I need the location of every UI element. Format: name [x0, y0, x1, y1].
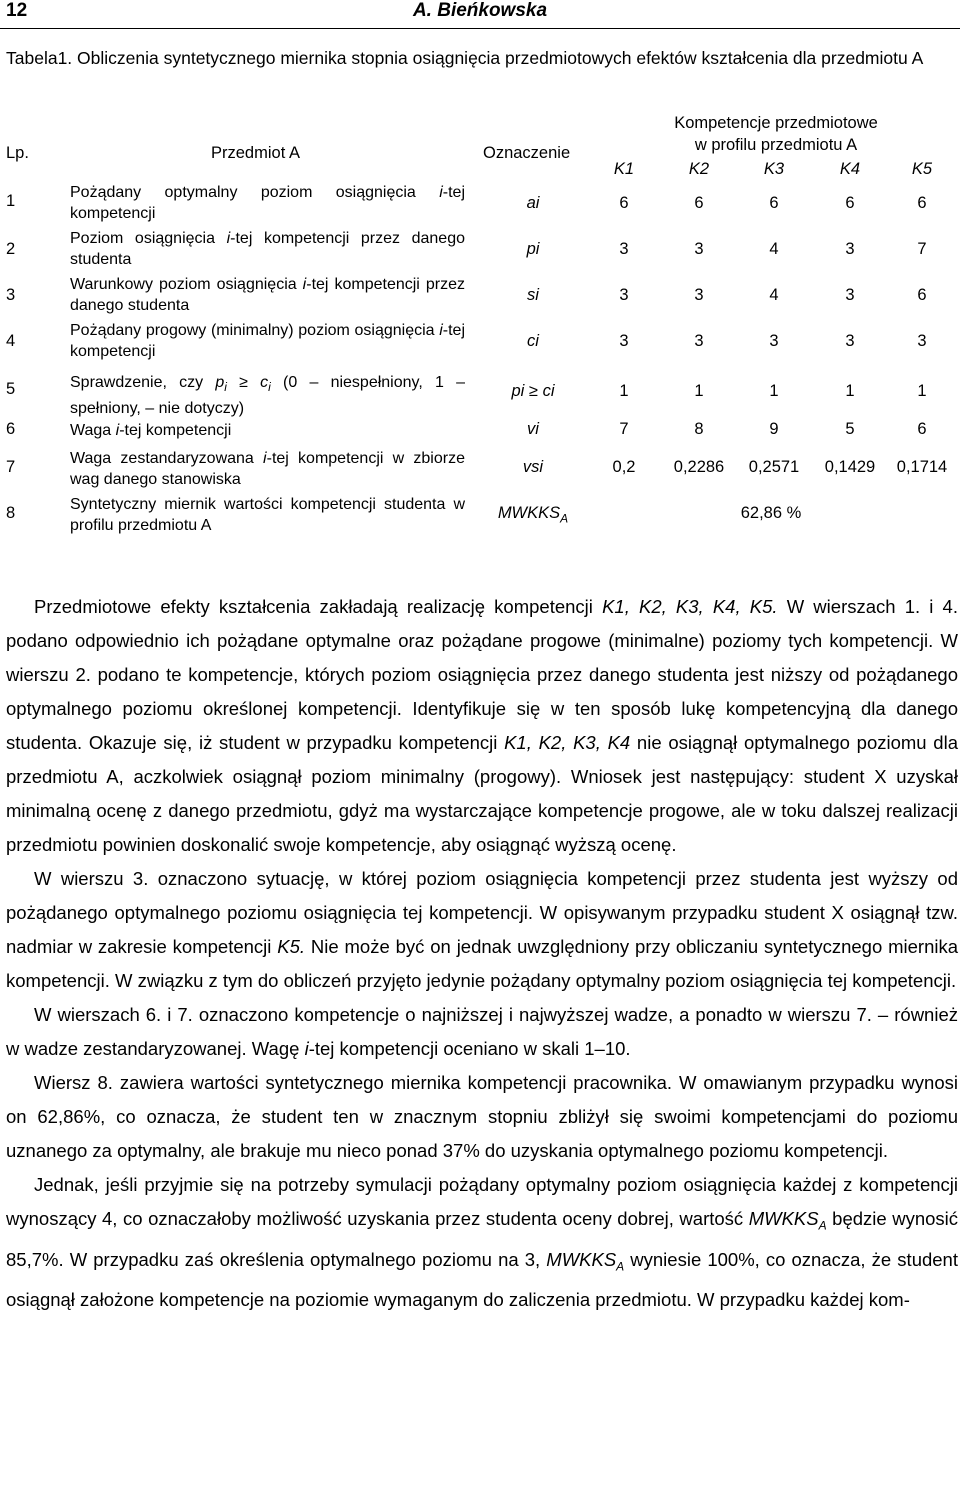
- row-1-lp: 1: [6, 192, 16, 210]
- paragraph-3: W wierszach 6. i 7. oznaczono kompetencje o najniższej i najwyższej wadze, a ponadto w wierszu 7. – również w wadze zestandaryzowanej. Wagę i-tej kompetencji oceniano w skali 1–10.: [6, 1004, 958, 1059]
- row-1-k4: 6: [845, 194, 855, 212]
- row-5-k4: 1: [845, 382, 855, 400]
- running-author: A. Bieńkowska: [412, 0, 548, 21]
- row-3-k5: 6: [917, 286, 927, 304]
- col-header-lp: Lp.: [6, 144, 29, 162]
- row-2-k3: 4: [769, 240, 779, 258]
- row-3-label: Warunkowy poziom osiągnięcia i-tej kompetencji przez danego studenta: [70, 276, 465, 314]
- row-2-lp: 2: [6, 240, 16, 258]
- row-4-k3: 3: [769, 332, 779, 350]
- row-4-k5: 3: [917, 332, 927, 350]
- row-4-k4: 3: [845, 332, 855, 350]
- row-6-k1: 7: [619, 420, 629, 438]
- row-6-k5: 6: [917, 420, 927, 438]
- row-6-symbol: vi: [527, 420, 539, 438]
- page-header: [0, 0, 960, 26]
- row-2-k5: 7: [917, 240, 927, 258]
- row-4-k1: 3: [619, 332, 629, 350]
- row-4-symbol: ci: [527, 332, 539, 350]
- row-5-lp: 5: [6, 380, 16, 398]
- competency-header-k4: K4: [839, 160, 861, 178]
- paragraph-2: W wierszu 3. oznaczono sytuację, w której poziom osiągnięcia kompetencji przez studenta jest wyższy od pożądanego optymalnego poziomu osiągnięcia tej kompetencji. W opisywanym przypadku student X osiągnął tzw. nadmiar w zakresie kompetencji K5. Nie może być on jednak uwzględniony przy obliczaniu syntetycznego miernika kompetencji. W związku z tym do obliczeń przyjęto jedynie pożądany optymalny poziom osiągnięcia tej kompetencji.: [6, 868, 959, 991]
- paragraph-5: Jednak, jeśli przyjmie się na potrzeby symulacji pożądany optymalny poziom osiągnięcia każdej z kompetencji wynoszący 4, co oznaczałoby możliwość uzyskania przez studenta oceny dobrej, wartość $MWKKS_A$ będzie wynosić 85,7%. W przypadku zaś określenia optymalnego poziomu na 3, $MWKKS_A$ wyniesie 100%, co oznacza, że student osiągnął założone kompetencje na poziomie wymaganym do zaliczenia przedmiotu. W przypadku każdej kom-: [6, 1174, 959, 1311]
- row-1-k2: 6: [694, 194, 704, 212]
- row-5-k1: 1: [619, 382, 629, 400]
- row-6-lp: 6: [6, 420, 16, 438]
- col-header-competencies-2: w profilu przedmiotu A: [694, 136, 858, 154]
- row-1-k5: 6: [917, 194, 927, 212]
- header-rule: [0, 28, 960, 29]
- row-5-k2: 1: [694, 382, 704, 400]
- row-5-label: Sprawdzenie, czy $p_i \ge c_i$ (0 – niespełniony, 1 – spełniony, – nie dotyczy): [70, 374, 466, 418]
- row-2-symbol: pi: [526, 240, 540, 258]
- row-7-k3: 0,2571: [748, 458, 800, 476]
- competency-header-k3: K3: [763, 160, 785, 178]
- row-3-k3: 4: [769, 286, 779, 304]
- row-1-symbol: ai: [526, 194, 540, 212]
- row-3-k1: 3: [619, 286, 629, 304]
- paragraph-4: Wiersz 8. zawiera wartości syntetycznego miernika kompetencji pracownika. W omawianym przypadku wynosi on 62,86%, co oznacza, że student ten w znacznym stopniu zbliżył się swoimi kompetencjami do poziomu uznanego za optymalny, ale brakuje mu nieco ponad 37% do uzyskania optymalnego poziomu kompetencji.: [6, 1072, 958, 1161]
- col-header-competencies-1: Kompetencje przedmiotowe: [674, 114, 878, 132]
- row-4-lp: 4: [6, 332, 16, 350]
- row-7-symbol: vsi: [522, 458, 544, 476]
- row-2-label: Poziom osiągnięcia i-tej kompetencji przez danego studenta: [70, 230, 466, 268]
- row-2-k2: 3: [694, 240, 704, 258]
- row-1-label: Pożądany optymalny poziom osiągnięcia i-tej kompetencji: [70, 184, 465, 222]
- row-5-k3: 1: [769, 382, 779, 400]
- row-7-k5: 0,1714: [896, 458, 948, 476]
- row-5-symbol: pi ≥ ci: [511, 382, 555, 400]
- body-text: [6, 590, 958, 1317]
- row-8-lp: 8: [6, 504, 16, 522]
- competency-header-k1: K1: [613, 160, 635, 178]
- row-8-merged-value: 62,86 %: [740, 504, 802, 522]
- row-4-k2: 3: [694, 332, 704, 350]
- row-1-k3: 6: [769, 194, 779, 212]
- row-3-k2: 3: [694, 286, 704, 304]
- row-2-k1: 3: [619, 240, 629, 258]
- row-6-k2: 8: [694, 420, 704, 438]
- row-8-label: Syntetyczny miernik wartości kompetencji studenta w profilu przedmiotu A: [70, 496, 465, 534]
- col-header-symbol: Oznaczenie: [483, 144, 571, 162]
- row-7-k2: 0,2286: [673, 458, 725, 476]
- row-1-k1: 6: [619, 194, 629, 212]
- row-3-lp: 3: [6, 286, 16, 304]
- competency-header-k5: K5: [911, 160, 933, 178]
- table-caption: Tabela1. Obliczenia syntetycznego miernika stopnia osiągnięcia przedmiotowych efektów kształcenia dla przedmiotu A: [6, 48, 924, 68]
- row-6-label: Waga i-tej kompetencji: [70, 422, 232, 439]
- row-7-k4: 0,1429: [824, 458, 876, 476]
- row-6-k3: 9: [769, 420, 779, 438]
- row-4-label: Pożądany progowy (minimalny) poziom osiągnięcia i-tej kompetencji: [70, 322, 465, 360]
- page-number: 12: [6, 0, 28, 21]
- row-7-label: Waga zestandaryzowana i-tej kompetencji w zbiorze wag danego stanowiska: [70, 450, 465, 488]
- row-3-symbol: si: [527, 286, 539, 304]
- row-8-symbol: $MWKKS_A$: [497, 504, 569, 526]
- row-6-k4: 5: [845, 420, 855, 438]
- row-3-k4: 3: [845, 286, 855, 304]
- competency-header-k2: K2: [688, 160, 710, 178]
- col-header-subject: Przedmiot A: [211, 144, 300, 162]
- row-7-lp: 7: [6, 458, 16, 476]
- row-2-k4: 3: [845, 240, 855, 258]
- row-7-k1: 0,2: [612, 458, 636, 476]
- row-5-k5: 1: [917, 382, 927, 400]
- paragraph-1: Przedmiotowe efekty kształcenia zakładają realizację kompetencji K1, K2, K3, K4, K5. W wierszach 1. i 4. podano odpowiednio ich pożądane optymalne oraz pożądane progowe (minimalne) poziomy tych kompetencji. W wierszu 2. podano te kompetencje, których poziom osiągnięcia przez danego studenta jest niższy od pożądanego optymalnego poziomu określonej kompetencji. Identyfikuje się w ten sposób lukę kompetencyjną dla danego studenta. Okazuje się, iż student w przypadku kompetencji K1, K2, K3, K4 nie osiągnął optymalnego poziomu dla przedmiotu A, aczkolwiek osiągnął poziom minimalny (progowy). Wniosek jest następujący: student X uzyskał minimalną ocenę z danego przedmiotu, gdyż ma wystarczające kompetencje progowe, ale w toku dalszej realizacji przedmiotu powinien doskonalić swoje kompetencje, aby osiągnąć wyższą ocenę.: [6, 596, 958, 855]
